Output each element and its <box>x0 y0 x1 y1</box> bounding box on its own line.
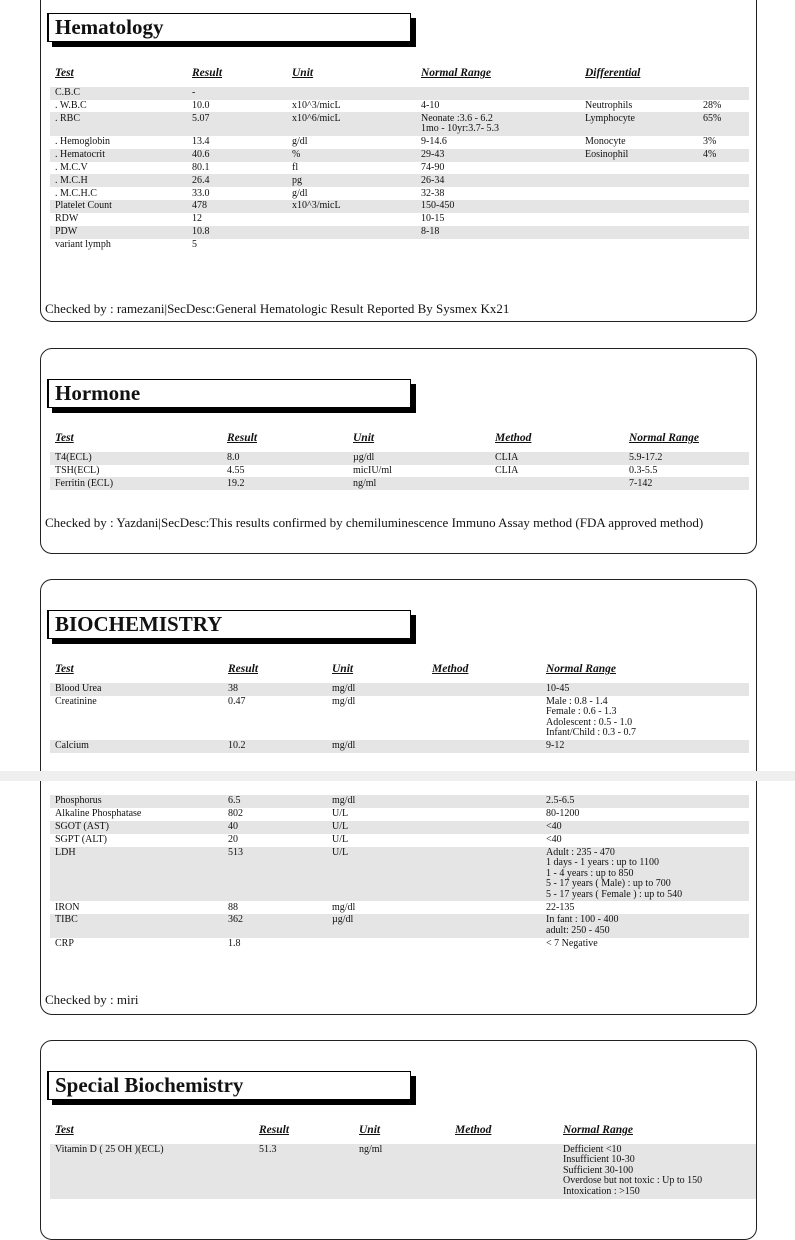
results-table <box>50 67 747 252</box>
table-cell <box>287 226 416 239</box>
table-cell <box>427 795 541 808</box>
table-cell: RDW <box>55 213 79 225</box>
table-cell: Eosinophil <box>580 149 698 162</box>
table-cell <box>490 477 624 490</box>
table-cell: 40 <box>223 821 327 834</box>
table-cell: Male : 0.8 - 1.4 Female : 0.6 - 1.3 Adolescent : 0.5 - 1.0 Infant/Child : 0.3 - 0.7 <box>546 695 636 739</box>
table-cell: Defficient <10 Insufficient 10-30 Sufficient 30-100 Overdose but not toxic : Up to 150 Intoxication : >150 <box>558 1144 757 1199</box>
table-cell: 362 <box>223 914 327 937</box>
column-header: Unit <box>353 432 375 445</box>
table-cell: 10-15 <box>421 213 445 225</box>
column-header: Test <box>55 432 74 445</box>
table-cell: . M.C.V <box>55 161 88 173</box>
table-cell: x10^6/micL <box>287 112 416 135</box>
table-cell <box>427 834 541 847</box>
column-header: Result <box>228 663 259 676</box>
table-cell: CLIA <box>490 452 624 465</box>
table-cell: 65% <box>698 112 749 135</box>
table-cell: 4-10 <box>421 99 440 111</box>
section-title: BIOCHEMISTRY <box>47 610 411 639</box>
table-cell: 10.8 <box>187 226 287 239</box>
column-header: Normal Range <box>563 1124 633 1137</box>
table-cell <box>427 847 541 902</box>
table-cell: 8.0 <box>222 452 348 465</box>
table-cell: U/L <box>327 847 427 902</box>
table-cell: 80-1200 <box>546 808 580 820</box>
table-cell: 29-43 <box>416 149 580 162</box>
table-cell: 80.1 <box>192 161 210 173</box>
table-cell <box>287 213 416 226</box>
table-cell: 0.3-5.5 <box>629 464 658 476</box>
table-cell <box>580 87 698 100</box>
table-cell: 478 <box>187 200 287 213</box>
table-cell: mg/dl <box>332 695 356 707</box>
table-cell: U/L <box>332 833 349 845</box>
table-cell: 150-450 <box>416 200 580 213</box>
table-cell <box>580 200 698 213</box>
table-cell: CRP <box>55 937 74 949</box>
table-cell: 6.5 <box>223 795 327 808</box>
table-cell: 22-135 <box>546 901 575 913</box>
checked-by: Checked by : miri <box>45 992 139 1007</box>
results-table <box>50 795 747 951</box>
table-cell: 13.4 <box>192 136 210 147</box>
table-cell: Calcium <box>50 740 223 753</box>
table-cell <box>698 226 749 239</box>
table-cell: CLIA <box>495 464 519 476</box>
column-header: Test <box>55 1124 74 1137</box>
column-header: Method <box>455 1124 492 1137</box>
table-cell: mg/dl <box>332 901 356 913</box>
table-cell: mg/dl <box>327 795 427 808</box>
table-cell <box>427 938 541 951</box>
table-cell <box>698 200 749 213</box>
results-table <box>50 1124 747 1199</box>
table-cell: 5.9-17.2 <box>624 452 749 465</box>
table-cell: 802 <box>228 808 243 820</box>
table-cell: 2.5-6.5 <box>541 795 749 808</box>
table-cell: 7-142 <box>624 477 749 490</box>
biochemistry-section-continued <box>40 781 757 1015</box>
column-header: Method <box>495 432 532 445</box>
table-cell: U/L <box>327 821 427 834</box>
table-cell: 10.2 <box>223 740 327 753</box>
table-cell <box>427 683 541 696</box>
column-header: Result <box>192 67 223 80</box>
table-cell <box>427 901 541 914</box>
table-cell: Ferritin (ECL) <box>50 477 222 490</box>
table-cell: Vitamin D ( 25 OH )(ECL) <box>50 1144 254 1199</box>
column-header: Unit <box>359 1124 381 1137</box>
table-cell: Neutrophils <box>585 99 633 111</box>
table-cell <box>698 239 749 252</box>
special-biochemistry-section <box>40 1040 757 1240</box>
table-cell <box>450 1144 558 1199</box>
table-cell <box>580 162 698 175</box>
table-cell: 38 <box>223 683 327 696</box>
table-cell <box>427 740 541 753</box>
column-header: Test <box>55 663 74 676</box>
table-cell: ng/ml <box>354 1144 450 1199</box>
column-header: Differential <box>585 67 641 80</box>
results-table <box>50 663 747 753</box>
table-cell: x10^3/micL <box>292 99 341 111</box>
column-header: Normal Range <box>629 432 699 445</box>
table-cell: <40 <box>541 821 749 834</box>
table-cell: 5.07 <box>187 112 287 135</box>
table-cell: 8-18 <box>416 226 580 239</box>
table-cell: . M.C.H.C <box>55 187 97 199</box>
table-cell: SGPT (ALT) <box>55 833 107 845</box>
table-cell <box>287 239 416 252</box>
table-cell: 51.3 <box>254 1144 354 1199</box>
table-cell: 20 <box>228 833 238 845</box>
table-cell: 10-45 <box>541 683 749 696</box>
column-header: Unit <box>292 67 314 80</box>
table-cell: PDW <box>50 226 187 239</box>
table-cell: 33.0 <box>192 187 210 199</box>
table-cell: g/dl <box>292 136 308 147</box>
table-cell: 88 <box>228 901 238 913</box>
column-header: Method <box>432 663 469 676</box>
biochemistry-section <box>40 579 757 779</box>
table-cell: 28% <box>703 99 722 111</box>
table-cell: µg/dl <box>348 452 490 465</box>
table-cell: 0.47 <box>228 695 246 707</box>
table-cell: variant lymph <box>55 239 111 250</box>
column-header: Result <box>259 1124 290 1137</box>
table-cell <box>327 938 427 951</box>
table-cell: Alkaline Phosphatase <box>55 808 142 820</box>
table-cell <box>698 162 749 175</box>
table-cell: Creatinine <box>55 695 97 707</box>
column-header: Normal Range <box>546 663 616 676</box>
table-cell: Adult : 235 - 470 1 days - 1 years : up to 1100 1 - 4 years : up to 850 5 - 17 years ( Male) : up to 700 5 - 17 years ( Female ) : up to 540 <box>541 847 749 902</box>
table-cell: 26-34 <box>416 174 580 187</box>
table-cell: mg/dl <box>327 683 427 696</box>
table-cell <box>427 821 541 834</box>
checked-by: Checked by : Yazdani|SecDesc:This results confirmed by chemiluminescence Immuno Assay method (FDA approved method) <box>45 515 704 530</box>
table-cell: mg/dl <box>327 740 427 753</box>
table-cell <box>427 696 541 740</box>
table-cell: Neonate :3.6 - 6.2 1mo - 10yr:3.7- 5.3 <box>416 112 580 135</box>
table-cell: . Hemoglobin <box>55 136 110 147</box>
table-cell: pg <box>287 174 416 187</box>
table-cell <box>416 87 580 100</box>
table-cell: U/L <box>332 808 349 820</box>
table-cell <box>427 914 541 937</box>
column-header <box>698 67 749 87</box>
table-cell: 513 <box>223 847 327 902</box>
hematology-section <box>40 0 757 322</box>
table-cell: % <box>287 149 416 162</box>
table-cell: TIBC <box>50 914 223 937</box>
column-header: Result <box>227 432 258 445</box>
table-cell: 10.0 <box>192 99 210 111</box>
table-cell <box>698 187 749 200</box>
table-cell: . M.C.H <box>50 174 187 187</box>
table-cell: 9-12 <box>541 740 749 753</box>
table-cell: 40.6 <box>187 149 287 162</box>
section-title: Hormone <box>47 379 411 408</box>
table-cell <box>698 213 749 226</box>
table-cell <box>416 239 580 252</box>
hormone-section <box>40 348 757 554</box>
table-cell <box>580 213 698 226</box>
section-title: Hematology <box>47 13 411 42</box>
table-cell: SGOT (AST) <box>50 821 223 834</box>
table-cell <box>580 174 698 187</box>
table-cell: Blood Urea <box>50 683 223 696</box>
table-cell: 4.55 <box>227 464 245 476</box>
table-cell: LDH <box>50 847 223 902</box>
table-cell <box>698 174 749 187</box>
table-cell: . RBC <box>50 112 187 135</box>
results-table <box>50 432 747 490</box>
table-cell: Monocyte <box>585 136 626 147</box>
table-cell: ng/ml <box>348 477 490 490</box>
table-cell: 4% <box>698 149 749 162</box>
column-header: Normal Range <box>421 67 491 80</box>
table-cell: < 7 Negative <box>546 937 598 949</box>
table-cell: fl <box>292 161 299 173</box>
table-cell: <40 <box>546 833 562 845</box>
table-cell <box>427 808 541 821</box>
table-cell: Lymphocyte <box>580 112 698 135</box>
table-cell <box>580 187 698 200</box>
table-cell: 1.8 <box>228 937 241 949</box>
table-cell: In fant : 100 - 400 adult: 250 - 450 <box>541 914 749 937</box>
table-cell: µg/dl <box>327 914 427 937</box>
table-cell: 12 <box>192 213 202 225</box>
section-title: Special Biochemistry <box>47 1071 411 1100</box>
column-header: Test <box>55 67 74 80</box>
table-cell <box>287 87 416 100</box>
table-cell: 74-90 <box>421 161 445 173</box>
table-cell: IRON <box>55 901 80 913</box>
table-cell: C.B.C <box>50 87 187 100</box>
table-cell: T4(ECL) <box>50 452 222 465</box>
table-cell <box>580 226 698 239</box>
table-cell: 3% <box>703 136 717 147</box>
table-cell: micIU/ml <box>353 464 392 476</box>
table-cell: TSH(ECL) <box>55 464 100 476</box>
table-cell: 32-38 <box>421 187 445 199</box>
table-cell: . W.B.C <box>55 99 87 111</box>
table-cell <box>580 239 698 252</box>
table-cell: Platelet Count <box>50 200 187 213</box>
table-cell: 9-14.6 <box>421 136 447 147</box>
table-cell: 26.4 <box>187 174 287 187</box>
table-cell: Phosphorus <box>50 795 223 808</box>
table-cell: x10^3/micL <box>287 200 416 213</box>
table-cell: 19.2 <box>222 477 348 490</box>
table-cell <box>698 87 749 100</box>
page-break <box>0 771 795 781</box>
table-cell: . Hematocrit <box>50 149 187 162</box>
checked-by: Checked by : ramezani|SecDesc:General Hematologic Result Reported By Sysmex Kx21 <box>45 301 510 316</box>
table-cell: g/dl <box>292 187 308 199</box>
table-cell: 5 <box>192 239 197 250</box>
column-header: Unit <box>332 663 354 676</box>
table-cell: - <box>187 87 287 100</box>
